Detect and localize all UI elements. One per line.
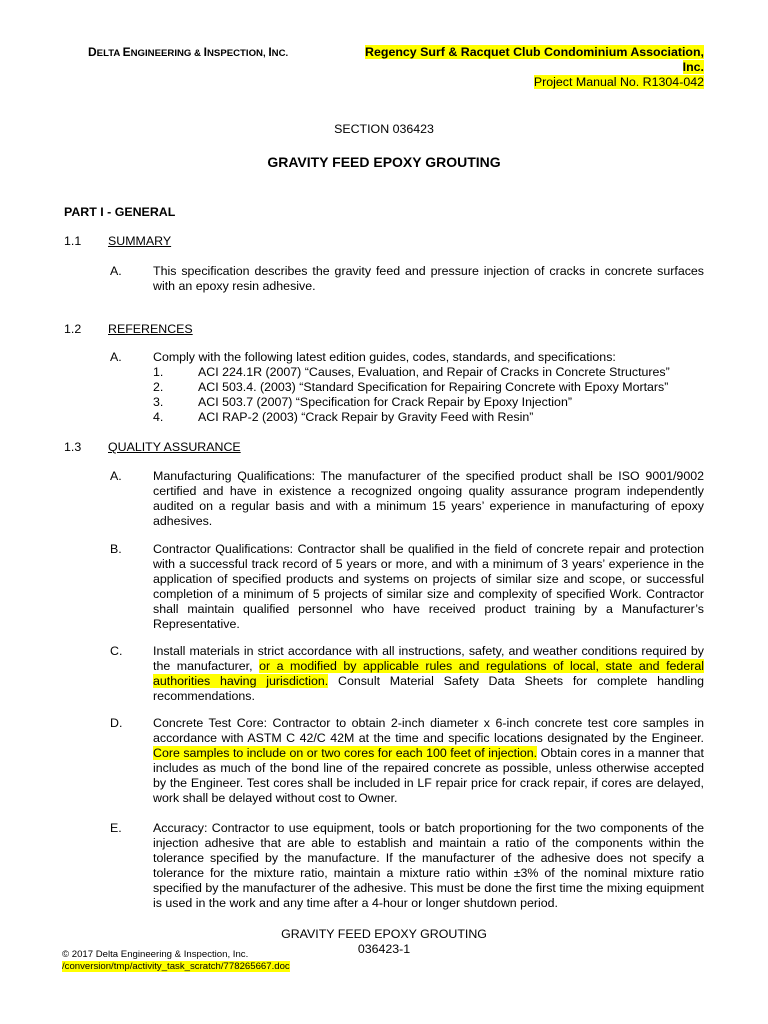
firm-text: NSPECTION,: [207, 48, 269, 59]
reference-number: 4.: [153, 410, 164, 424]
firm-text: ELTA: [96, 48, 123, 59]
section-number: 1.2: [64, 322, 82, 336]
reference-text: ACI RAP-2 (2003) “Crack Repair by Gravity Feed with Resin”: [198, 410, 534, 424]
footer-title: GRAVITY FEED EPOXY GROUTING: [281, 927, 487, 941]
test-core-paragraph: [153, 716, 704, 806]
section-label: SECTION 036423: [334, 122, 434, 136]
reference-number: 1.: [153, 365, 164, 379]
item-letter: B.: [110, 542, 122, 556]
client-block: [344, 45, 704, 90]
contractor-qualifications-paragraph: Contractor Qualifications: Contractor shall be qualified in the field of concrete repair and protection with a successful track record of 5 years or more, and with a minimum of 3 years’ experience in the application of specified products and systems on projects of similar size and scope, or successful completion of a minimum of 5 projects of similar size and complexity of specified Work. Contractor shall maintain qualified personnel who have received product training by a Manufacturer’s Representative.: [153, 542, 704, 631]
paragraph-text: Concrete Test Core: Contractor to obtain 2-inch diameter x 6-inch concrete test core samples in accordance with ASTM C 42/C 42M at the time and specific locations designated by the Engineer.: [153, 716, 704, 745]
item-letter: A.: [110, 469, 122, 483]
footer-copyright: © 2017 Delta Engineering & Inspection, Inc.: [62, 949, 249, 960]
reference-item: [153, 380, 713, 395]
section-heading-summary: SUMMARY: [108, 234, 172, 248]
firm-text: NGINEERING &: [130, 48, 204, 59]
highlighted-text: or a modified by applicable rules and regulations of local, state and federal authorities having jurisdiction.: [153, 659, 704, 688]
item-letter: E.: [110, 821, 122, 835]
client-name-line2: Inc.: [682, 60, 704, 74]
section-heading-quality-assurance: QUALITY ASSURANCE: [108, 440, 241, 454]
footer-page-number: 036423-1: [357, 942, 411, 956]
reference-item: [153, 365, 713, 380]
installation-paragraph: [153, 644, 704, 704]
client-name-line1: Regency Surf & Racquet Club Condominium Association,: [365, 45, 704, 59]
item-letter: A.: [110, 350, 122, 364]
section-number: 1.3: [64, 440, 82, 454]
section-number: 1.1: [64, 234, 82, 248]
item-letter: A.: [110, 264, 122, 278]
section-title: GRAVITY FEED EPOXY GROUTING: [267, 154, 501, 170]
firm-text: NC.: [271, 48, 289, 59]
accuracy-paragraph: Accuracy: Contractor to use equipment, tools or batch proportioning for the two components of the injection adhesive that are able to establish and maintain a ratio of the components within the tolerance specified by the manufacture. If the manufacturer of the adhesive does not specify a tolerance for the mixture ratio, maintain a mixture ratio within ±3% of the nominal mixture ratio specified by the manufacturer of the adhesive. This must be done the first time the mixing equipment is used in the work and any time after a 4-hour or longer shutdown period.: [153, 821, 704, 910]
reference-number: 3.: [153, 395, 164, 409]
reference-text: ACI 224.1R (2007) “Causes, Evaluation, and Repair of Cracks in Concrete Structures”: [198, 365, 670, 379]
reference-item: [153, 395, 713, 410]
reference-text: ACI 503.4. (2003) “Standard Specification for Repairing Concrete with Epoxy Mortars”: [198, 380, 669, 394]
paragraph-text: Obtain cores in a manner that includes as much of the bond line of the repaired concrete as possible, unless otherwise accepted by the Engineer. Test cores shall be included in LF repair price for crack repair, if cores are delayed, work shall be delayed without cost to Owner.: [153, 746, 704, 805]
footer-file-path: [62, 961, 290, 972]
reference-number: 2.: [153, 380, 164, 394]
firm-letter: I: [203, 45, 207, 59]
item-letter: D.: [110, 716, 123, 730]
firm-name: [88, 45, 288, 59]
firm-letter: E: [122, 45, 131, 59]
part-heading: PART I - GENERAL: [64, 205, 176, 219]
paragraph-text: Install materials in strict accordance with all instructions, safety, and weather conditions required by the manufacturer,: [153, 644, 704, 673]
summary-paragraph: This specification describes the gravity feed and pressure injection of cracks in concrete surfaces with an epoxy resin adhesive.: [153, 264, 704, 293]
paragraph-text: Consult Material Safety Data Sheets for complete handling recommendations.: [153, 674, 704, 703]
file-path-text: /conversion/tmp/activity_task_scratch/778265667.doc: [62, 961, 290, 972]
project-manual-number: Project Manual No. R1304-042: [533, 75, 704, 89]
manufacturing-qualifications-paragraph: Manufacturing Qualifications: The manufacturer of the specified product shall be ISO 9001/9002 certified and have in existence a recognized ongoing quality assurance program independently audited on a regular basis and with a minimum 15 years’ experience in manufacturing of epoxy adhesives.: [153, 469, 704, 528]
firm-letter: D: [88, 45, 97, 59]
firm-letter: I: [268, 45, 272, 59]
reference-item: [153, 410, 713, 425]
highlighted-text: Core samples to include on or two cores for each 100 feet of injection.: [153, 746, 538, 760]
item-letter: C.: [110, 644, 123, 658]
references-intro: Comply with the following latest edition guides, codes, standards, and specifications:: [153, 350, 616, 364]
references-block: [153, 350, 713, 425]
reference-text: ACI 503.7 (2007) “Specification for Crack Repair by Epoxy Injection”: [198, 395, 572, 409]
section-heading-references: REFERENCES: [108, 322, 193, 336]
